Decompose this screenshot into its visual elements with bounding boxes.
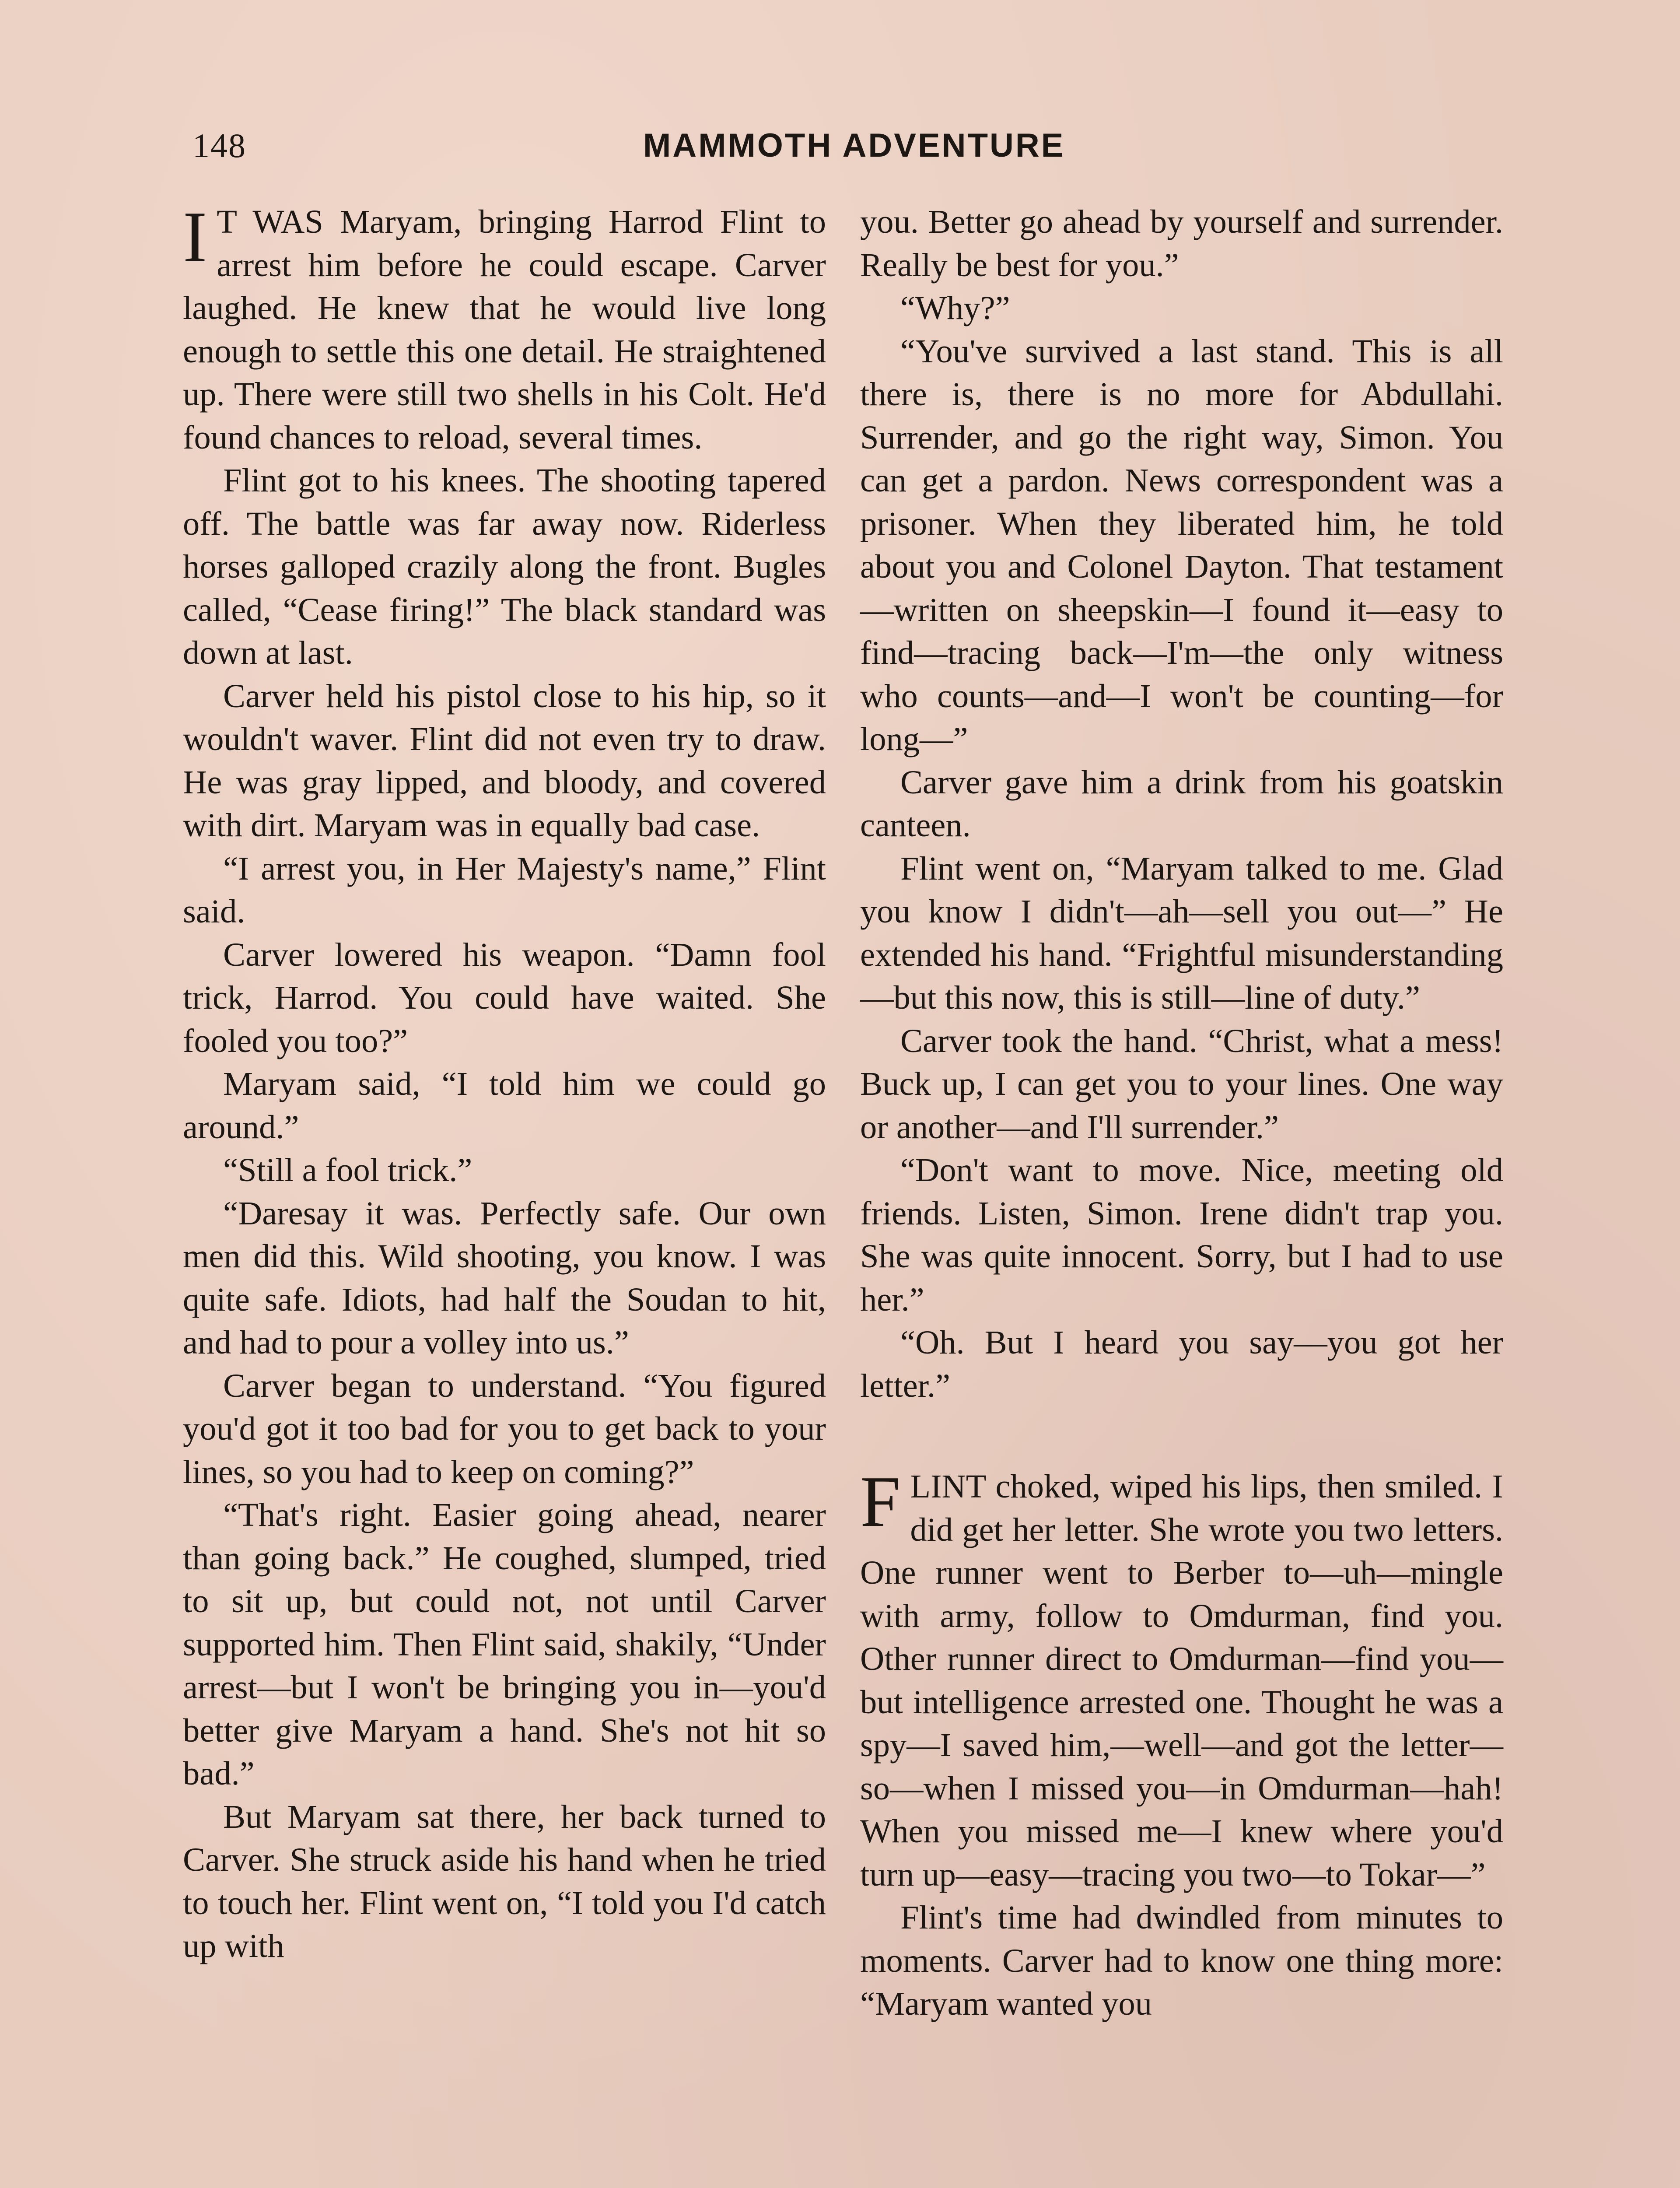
paragraph: Carver took the hand. “Christ, what a mess! Buck up, I can get you to your lines. One way or another—and I'll surrender.” bbox=[860, 1022, 1503, 1146]
paragraph: Carver lowered his weapon. “Damn fool trick, Harrod. You could have waited. She fooled you too?” bbox=[183, 936, 826, 1059]
paragraph: “Still a fool trick.” bbox=[223, 1151, 472, 1189]
paragraph: Carver held his pistol close to his hip, so it wouldn't waver. Flint did not even try to draw. He was gray lipped, and bloody, and covered with dirt. Maryam was in equally bad case. bbox=[183, 677, 826, 844]
section-break bbox=[860, 1407, 1503, 1465]
paragraph: Carver gave him a drink from his goatskin canteen. bbox=[860, 763, 1503, 844]
paragraph bbox=[860, 1461, 1503, 1896]
drop-cap: F bbox=[860, 1461, 901, 1542]
paragraph: “Why?” bbox=[900, 289, 1010, 326]
paragraph bbox=[183, 196, 826, 459]
running-title: MAMMOTH ADVENTURE bbox=[643, 127, 1065, 164]
page-number: 148 bbox=[192, 126, 246, 165]
paragraph: But Maryam sat there, her back turned to Carver. She struck aside his hand when he tried to touch her. Flint went on, “I told you I'd catch up with bbox=[183, 1798, 826, 1964]
right-column bbox=[860, 200, 1503, 2026]
paragraph: you. Better go ahead by yourself and surrender. Really be best for you.” bbox=[860, 203, 1503, 284]
paragraph: “Oh. But I heard you say—you got her letter.” bbox=[860, 1324, 1503, 1404]
paragraph: “That's right. Easier going ahead, nearer than going back.” He coughed, slumped, tried to sit up, but could not, not until Carver supported him. Then Flint said, shakily, “Under arrest—but I won't be bringing you in—you'd better give Maryam a hand. She's not hit so bad.” bbox=[183, 1496, 826, 1792]
paragraph: Flint got to his knees. The shooting tapered off. The battle was far away now. Riderless horses galloped crazily along the front. Bugles called, “Cease firing!” The black standard was down at last. bbox=[183, 462, 826, 671]
paragraph: “I arrest you, in Her Majesty's name,” Flint said. bbox=[183, 849, 826, 930]
paragraph: Flint's time had dwindled from minutes to moments. Carver had to know one thing more: “Maryam wanted you bbox=[860, 1899, 1503, 2022]
paragraph: “Don't want to move. Nice, meeting old friends. Listen, Simon. Irene didn't trap you. She was quite innocent. Sorry, but I had to use her.” bbox=[860, 1151, 1503, 1318]
paragraph-text: T WAS Maryam, bringing Harrod Flint to arrest him before he could escape. Carver laughed. He knew that he would live long enough to settle this one detail. He straightened up. There were still two shells in his Colt. He'd found chances to reload, several times. bbox=[183, 203, 826, 456]
drop-cap: I bbox=[183, 196, 207, 277]
paragraph: Carver began to understand. “You figured you'd got it too bad for you to get back to your lines, so you had to keep on coming?” bbox=[183, 1367, 826, 1490]
paragraph-text: LINT choked, wiped his lips, then smiled. I did get her letter. She wrote you two letters. One runner went to Berber to—uh—mingle with army, follow to Omdurman, find you. Other runner direct to Omdurman—find you—but intelligence arrested one. Thought he was a spy—I saved him,—well—and got the letter—so—when I missed you—in Omdurman—hah! When you missed me—I knew where you'd turn up—easy—tracing you two—to Tokar—” bbox=[860, 1468, 1503, 1893]
page-header bbox=[192, 122, 1505, 170]
paragraph: “Daresay it was. Perfectly safe. Our own men did this. Wild shooting, you know. I was quite safe. Idiots, had half the Soudan to hit, and had to pour a volley into us.” bbox=[183, 1194, 826, 1361]
paragraph: Maryam said, “I told him we could go around.” bbox=[183, 1065, 826, 1146]
paragraph: Flint went on, “Maryam talked to me. Glad you know I didn't—ah—sell you out—” He extended his hand. “Frightful misunderstanding—but this now, this is still—line of duty.” bbox=[860, 849, 1503, 1016]
left-column bbox=[183, 196, 826, 1968]
paragraph: “You've survived a last stand. This is all there is, there is no more for Abdullahi. Surrender, and go the right way, Simon. You can get a pardon. News correspondent was a prisoner. When they liberated him, he told about you and Colonel Dayton. That testament—written on sheepskin—I found it—easy to find—tracing back—I'm—the only witness who counts—and—I won't be counting—for long—” bbox=[860, 332, 1503, 757]
